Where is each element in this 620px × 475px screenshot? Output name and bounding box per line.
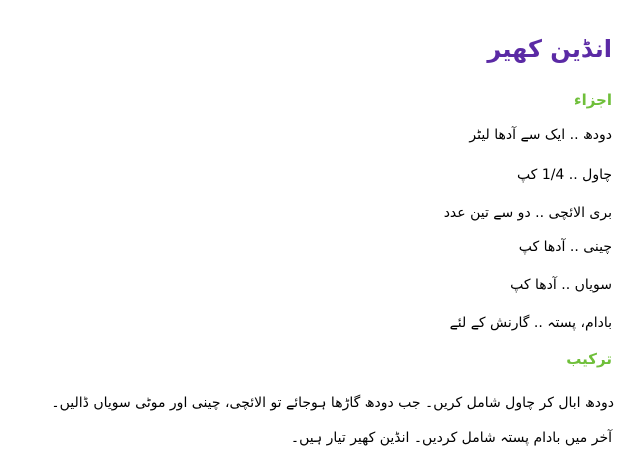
method-heading: ترکیب [566,350,612,368]
ingredient-item: دودھ .. ایک سے آدھا لیٹر [469,127,612,143]
ingredient-item: بادام، پستہ .. گارنش کے لئے [449,315,612,331]
method-step: دودھ ابال کر چاول شامل کریں۔ جب دودھ گاڑھا ہوجائے تو الائچی، چینی اور موٹی سویاں ڈالیں۔ [51,395,614,411]
recipe-title: انڈین کھیر [487,35,612,63]
ingredient-item: بری الائچی .. دو سے تین عدد [443,205,612,221]
ingredient-item: چینی .. آدھا کپ [518,239,612,255]
ingredient-item: چاول .. 1/4 کپ [516,167,612,183]
method-step: آخر میں بادام پستہ شامل کردیں۔ انڈین کھیر تیار ہیں۔ [290,430,612,446]
ingredient-item: سویاں .. آدھا کپ [510,277,612,293]
ingredients-heading: اجزاء [573,91,612,109]
